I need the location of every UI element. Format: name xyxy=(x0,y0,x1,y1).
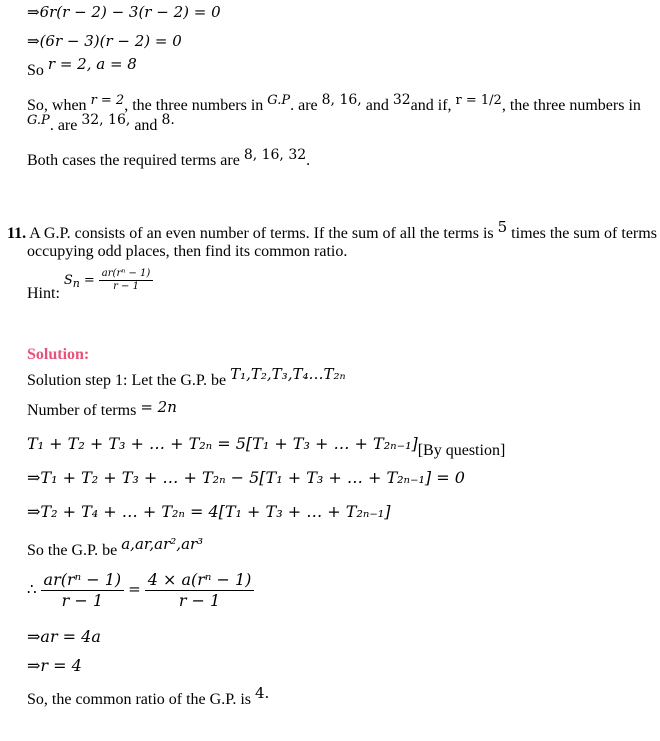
question-text: times the sum of terms xyxy=(511,225,657,242)
question-11-cont: occupying odd places, then find its common ratio. xyxy=(27,243,348,260)
text: , the three numbers in xyxy=(501,97,641,114)
denominator: r − 1 xyxy=(61,591,104,610)
eq: = xyxy=(128,580,141,599)
text: and if, xyxy=(410,97,452,114)
math: 5 xyxy=(497,218,508,236)
eq: = xyxy=(83,273,95,289)
equation-3: ⇒T₂ + T₄ + … + T₂ₙ = 4[T₁ + T₃ + … + T₂ₙ₋₁] xyxy=(27,502,391,521)
note: [By question] xyxy=(417,442,506,459)
number-of-terms xyxy=(27,400,177,421)
hint xyxy=(27,268,153,303)
hint-fraction xyxy=(99,268,153,293)
text: Number of terms xyxy=(27,402,137,419)
math: T₁ + T₂ + T₃ + … + T₂ₙ = 5[T₁ + T₃ + … + T₂ₙ₋₁] xyxy=(27,434,418,453)
solution-heading: Solution: xyxy=(27,346,90,363)
math: 4. xyxy=(254,684,270,702)
gp-terms xyxy=(27,535,204,561)
question-number: 11. xyxy=(7,225,27,242)
text: So, the common ratio of the G.P. is xyxy=(27,691,251,708)
text: and xyxy=(365,97,389,114)
therefore-symbol: ∴ xyxy=(27,580,37,599)
solution-step-1 xyxy=(27,365,346,391)
text: So, when xyxy=(27,97,87,114)
equation-2: ⇒T₁ + T₂ + T₃ + … + T₂ₙ − 5[T₁ + T₃ + … + T₂ₙ₋₁] = 0 xyxy=(27,468,465,487)
fraction-left xyxy=(41,570,125,611)
prev-step-3 xyxy=(27,55,137,81)
math: r = 2 xyxy=(90,93,125,108)
prev-step-2: ⇒(6r − 3)(r − 2) = 0 xyxy=(27,32,182,50)
math: a,ar,ar²,ar³ xyxy=(121,535,204,553)
question-11 xyxy=(7,218,657,244)
numerator: ar(rⁿ − 1) xyxy=(41,570,125,591)
math: = 2n xyxy=(140,398,177,416)
denominator: r − 1 xyxy=(113,281,139,292)
text: Solution step 1: Let the G.P. be xyxy=(27,372,227,389)
math: G.P xyxy=(267,93,291,108)
equation-4: ⇒ar = 4a xyxy=(27,627,101,646)
numerator: 4 × a(rⁿ − 1) xyxy=(145,570,255,591)
text: . are xyxy=(290,97,318,114)
numerator: ar(rⁿ − 1) xyxy=(99,268,153,281)
math: G.P xyxy=(27,113,50,128)
text: Both cases the required terms are xyxy=(27,152,240,169)
math: 32 xyxy=(392,92,411,108)
math: 32, 16, xyxy=(81,112,131,128)
conclusion xyxy=(27,684,270,710)
text: . are xyxy=(49,117,78,134)
math: T₁,T₂,T₃,T₄…T₂ₙ xyxy=(230,365,346,383)
text: . xyxy=(306,152,311,169)
math xyxy=(63,273,80,291)
fraction-equation xyxy=(27,570,254,611)
so-label: So xyxy=(27,62,44,79)
both-cases xyxy=(27,147,311,171)
r-a-values: r = 2, a = 8 xyxy=(47,55,137,73)
equation-5: ⇒r = 4 xyxy=(27,656,82,675)
text: , the three numbers in xyxy=(124,97,264,114)
math: 8, 16, 32 xyxy=(243,147,307,163)
denominator: r − 1 xyxy=(178,591,221,610)
equation-1 xyxy=(27,434,506,459)
sn: S xyxy=(63,273,73,289)
math: 8. xyxy=(161,112,175,128)
prev-step-1: ⇒6r(r − 2) − 3(r − 2) = 0 xyxy=(27,3,221,21)
math: 8, 16, xyxy=(321,92,362,108)
math: r = 1/2 xyxy=(455,93,502,108)
question-text: A G.P. consists of an even number of terms. If the sum of all the terms is xyxy=(29,225,494,242)
text: and xyxy=(134,117,158,134)
sub: n xyxy=(72,277,80,291)
prev-paragraph-2 xyxy=(27,112,175,137)
text: So the G.P. be xyxy=(27,542,118,559)
fraction-right xyxy=(145,570,255,611)
hint-label: Hint: xyxy=(27,285,60,303)
